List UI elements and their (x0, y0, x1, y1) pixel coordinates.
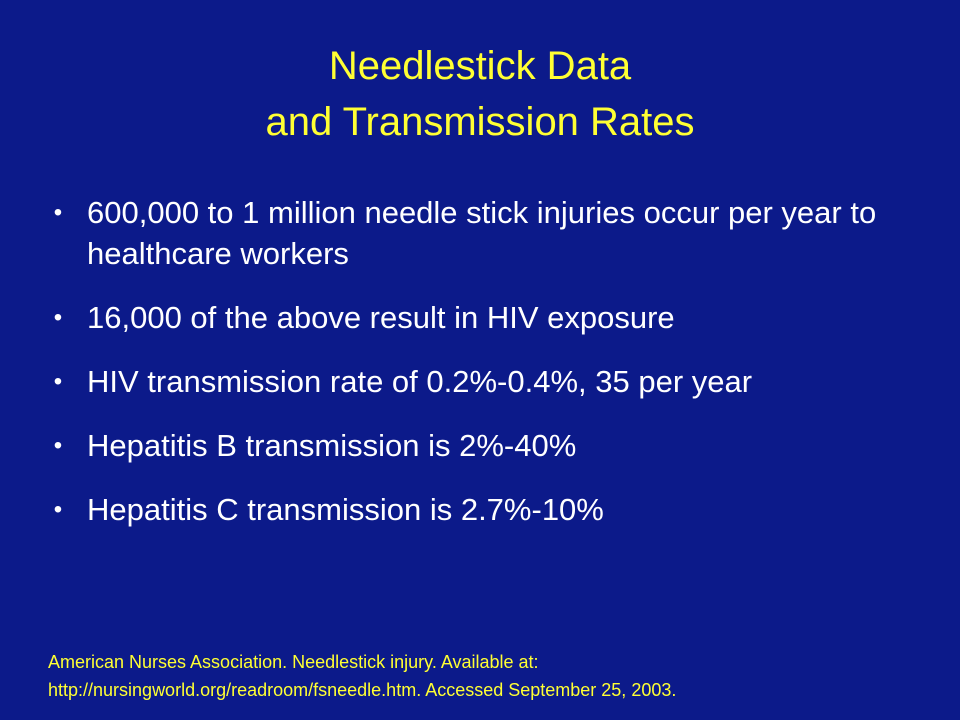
bullet-list (48, 192, 928, 553)
citation-line-2: http://nursingworld.org/readroom/fsneedle.htm. Accessed September 25, 2003. (48, 680, 677, 700)
bullet-dot-icon: • (53, 496, 63, 523)
bullet-dot-icon: • (53, 432, 63, 459)
bullet-item (48, 192, 928, 274)
slide-title-line-1: Needlestick Data (328, 44, 632, 88)
bullet-text: Hepatitis B transmission is 2%-40% (87, 428, 577, 463)
bullet-item (48, 489, 928, 530)
bullet-dot-icon: • (53, 304, 63, 331)
bullet-text: Hepatitis C transmission is 2.7%-10% (87, 492, 604, 527)
bullet-item (48, 297, 928, 338)
slide-title (0, 38, 960, 150)
bullet-text: HIV transmission rate of 0.2%-0.4%, 35 per year (87, 364, 753, 399)
bullet-dot-icon: • (53, 368, 63, 395)
citation-line-1: American Nurses Association. Needlestick injury. Available at: (48, 652, 539, 672)
bullet-dot-icon: • (53, 199, 63, 226)
bullet-item (48, 425, 928, 466)
bullet-text: 16,000 of the above result in HIV exposure (87, 300, 675, 335)
bullet-text: 600,000 to 1 million needle stick injuries occur per year to healthcare workers (87, 195, 877, 271)
slide-title-line-2: and Transmission Rates (265, 100, 695, 144)
bullet-item (48, 361, 928, 402)
citation (48, 648, 928, 704)
